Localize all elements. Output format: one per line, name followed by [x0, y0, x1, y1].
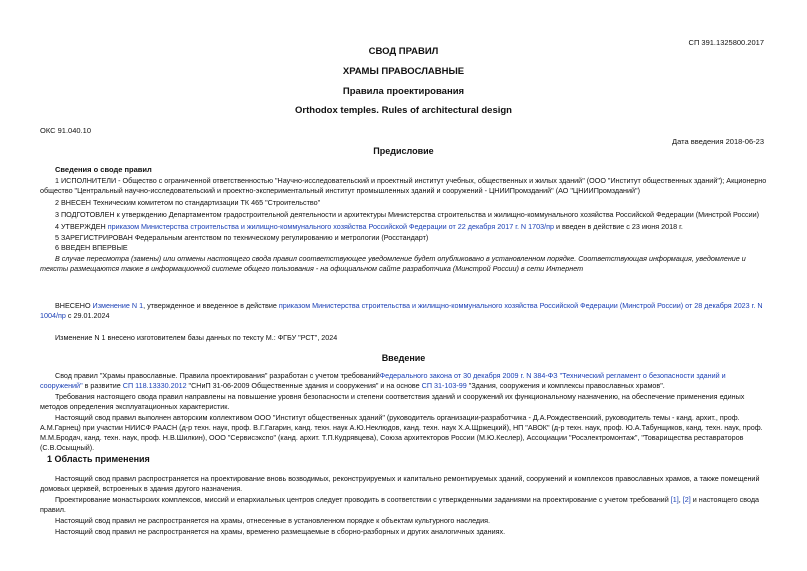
- document-code: СП 391.1325800.2017: [688, 38, 764, 47]
- scope-paragraph-2: Проектирование монастырских комплексов, миссий и епархиальных центров следует проводить в соответствии с утвержденными заданиями на проектирование с учетом требований [1], [2] и настоящего свода правил.: [40, 495, 760, 514]
- preface-notice: В случае пересмотра (замены) или отмены настоящего свода правил соответствующее уведомление будет опубликовано в установленном порядке. Соответствующая информация, уведомление и тексты размещаются также в информационной системе общего пользования - на официальном сайте разработчика (Минстрой России) в сети Интернет: [40, 254, 746, 273]
- reference-1-link[interactable]: [1]: [670, 495, 679, 504]
- title-orthodox-temples: ХРАМЫ ПРАВОСЛАВНЫЕ: [342, 66, 465, 77]
- title-set-of-rules: СВОД ПРАВИЛ: [368, 46, 439, 57]
- preface-item-1a: 1 ИСПОЛНИТЕЛИ - Общество с ограниченной ответственностью "Научно-исследовательский и проектный институт учебных, общественных и жилых зданий" (ООО "Институт общественных зданий"); Акционерно: [55, 176, 767, 185]
- preface-item-6: 6 ВВЕДЕН ВПЕРВЫЕ: [55, 243, 128, 252]
- scope-paragraph-1: Настоящий свод правил распространяется на проектирование вновь возводимых, реконструируемых и капитально ремонтируемых зданий, сооружений и комплексов православных храмов, а также помещений домовых церквей, встроенных в здания другого назначения.: [40, 474, 760, 493]
- federal-law-384-link[interactable]: Федерального закона от 30 декабря 2009 г. N 384-ФЗ "Технический регламент о безопасности зданий и сооружений": [40, 371, 726, 390]
- preface-item-5: 5 ЗАРЕГИСТРИРОВАН Федеральным агентством по техническому регулированию и метрологии (Росстандарт): [55, 233, 429, 242]
- intro-paragraph-1: Свод правил "Храмы православные. Правила проектирования" разработан с учетом требованийФедерального закона от 30 декабря 2009 г. N 384-ФЗ "Технический регламент о безопасности зданий и сооружений" в развитие СП 118.13330.2012 "СНиП 31-06-2009 Общественные здания и сооружения" и на основе СП 31-103-99 "Здания, сооружения и комплексы православных храмов".: [40, 371, 726, 390]
- introduction-heading: Введение: [381, 353, 426, 363]
- title-english: Orthodox temples. Rules of architectural design: [295, 105, 512, 116]
- oks-code: ОКС 91.040.10: [40, 126, 91, 135]
- scope-paragraph-4: Настоящий свод правил не распространяется на храмы, временно размещаемые в сборно-разборных и других аналогичных зданиях.: [55, 527, 506, 536]
- scope-paragraph-3: Настоящий свод правил не распространяется на храмы, отнесенные в установленном порядке к объектам культурного наследия.: [55, 516, 491, 525]
- preface-item-3: 3 ПОДГОТОВЛЕН к утверждению Департаментом градостроительной деятельности и архитектуры Министерства строительства и жилищно-коммунального хозяйства Российской Федерации (Минстрой России): [55, 210, 760, 219]
- introduction-date: Дата введения 2018-06-23: [672, 137, 764, 146]
- preface-subheading: Сведения о своде правил: [55, 165, 152, 174]
- title-design-rules: Правила проектирования: [342, 86, 465, 97]
- order-2017-link[interactable]: приказом Министерства строительства и жилищно-коммунального хозяйства Российской Федерации от 22 декабря 2017 г. N 1703/пр: [107, 222, 554, 231]
- reference-2-link[interactable]: [2]: [682, 495, 691, 504]
- intro-paragraph-2: Требования настоящего свода правил направлены на повышение уровня безопасности и степени соответствия зданий и сооружений их функциональному назначению, на обеспечение применения единых методов определения эксплуатационных характеристик.: [40, 392, 745, 411]
- sp-118-link[interactable]: СП 118.13330.2012: [122, 381, 187, 390]
- preface-item-2: 2 ВНЕСЕН Техническим комитетом по стандартизации ТК 465 "Строительство": [55, 198, 321, 207]
- amendment-paragraph: ВНЕСЕНО Изменение N 1, утвержденное и введенное в действие приказом Министерства строительства и жилищно-коммунального хозяйства Российской Федерации (Минстрой России) от 28 декабря 2023 г. N 1004/пр с 29.01.2024: [40, 301, 763, 320]
- amendment-note: Изменение N 1 внесено изготовителем базы данных по тексту М.: ФГБУ "РСТ", 2024: [55, 333, 338, 342]
- amendment-1-link[interactable]: Изменение N 1: [92, 301, 144, 310]
- preface-item-4: 4 УТВЕРЖДЕН приказом Министерства строительства и жилищно-коммунального хозяйства Российской Федерации от 22 декабря 2017 г. N 1703/пр и введен в действие с 23 июня 2018 г.: [55, 222, 683, 231]
- order-2023-link[interactable]: приказом Министерства строительства и жилищно-коммунального хозяйства Российской Федерации (Минстрой России) от 28 декабря 2023 г. N 1004/пр: [40, 301, 763, 320]
- preface-item-1b: общество "Центральный научно-исследовательский и проектно-экспериментальный институт промышленных зданий и сооружений - ЦНИИПромзданий" (АО "ЦНИИПромзданий"): [40, 186, 641, 195]
- scope-heading: 1 Область применения: [47, 454, 150, 464]
- preface-heading: Предисловие: [373, 146, 434, 156]
- sp-31-103-link[interactable]: СП 31-103-99: [421, 381, 467, 390]
- intro-paragraph-3: Настоящий свод правил выполнен авторским коллективом ООО "Институт общественных зданий" (руководитель организации-разработчика - Д.А.Рождественский, руководитель темы - канд. архит., проф. А.М.Гарнец) при участии НИИСФ РААСН (д-р техн. наук, проф. В.Г.Гагарин, канд. техн. наук А.Ю.Неклюдов, канд. техн. наук Х.А.Щржецкий), НП "АВОК" (д-р техн. наук, проф. Ю.А.Табунщиков, канд. техн. наук, проф. М.М.Бродач, канд. техн. наук, проф. Н.В.Шилкин), ООО "Сервисэкспо" (канд. архит. Т.П.Кудрявцева), Союза архитекторов России (М.Ю.Кеслер), Ассоциации "Росэлектромонтаж", "Товарищества реставраторов (С.В.Осыщный).: [40, 413, 763, 452]
